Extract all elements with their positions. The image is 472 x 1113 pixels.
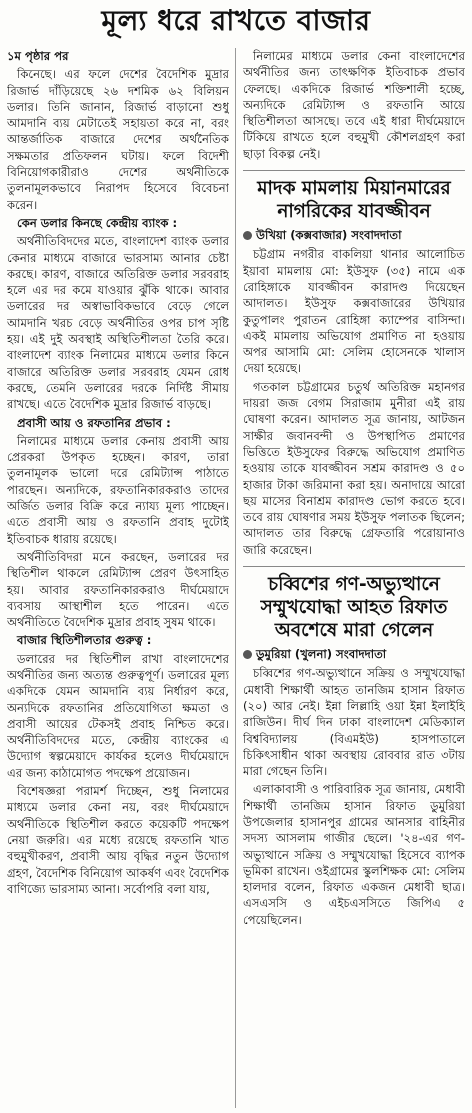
story-headline-line: চব্বিশের গণ-অভ্যুত্থানে: [268, 574, 440, 596]
page-headline: মূল্য ধরে রাখতে বাজার: [101, 3, 371, 37]
bullet-icon: [243, 650, 252, 659]
article-paragraph: নিলামের মাধ্যমে ডলার কেনায় প্রবাসী আয় প্রেরকরা উপকৃত হচ্ছেন। কারণ, তারা তুলনামূলক ভালো দরে রেমিট্যান্স পাঠাতে পারছেন। অন্যদিকে, রফতানিকারকরাও তাদের অর্জিত ডলার বিক্রি করে ন্যায্য মূল্য পাচ্ছেন। এতে প্রবাসী আয় ও রফতানি প্রবাহ দুটোই ইতিবাচক ধারায় রয়েছে।: [7, 433, 229, 546]
article-paragraph: ডলারের দর স্থিতিশীল রাখা বাংলাদেশের অর্থনীতির জন্য অত্যন্ত গুরুত্বপূর্ণ। ডলারের মূল্য একদিকে যেমন আমদানি ব্যয় নির্ধারণ করে, অন্যদিকে রফতানির প্রতিযোগিতা ক্ষমতা ও প্রবাসী আয়ের টেকসই প্রবাহ নিশ্চিত করে। অর্থনীতিবিদদের মতে, কেন্দ্রীয় ব্যাংকের এ উদ্যোগ স্বল্পমেয়াদে কার্যকর হলেও দীর্ঘমেয়াদে এর জন্য কাঠামোগত পদক্ষেপ প্রয়োজন।: [7, 651, 229, 780]
subheading-why-buy-dollar: কেন ডলার কিনছে কেন্দ্রীয় ব্যাংক :: [17, 215, 178, 230]
bullet-icon: [243, 231, 252, 240]
article-paragraph: অর্থনীতিবিদদের মতে, বাংলাদেশ ব্যাংক ডলার কেনার মাধ্যমে বাজারে ভারসাম্য আনার চেষ্টা করছে। কারণ, বাজারে অতিরিক্ত ডলার সরবরাহ হলে এর দর কমে যাওয়ার ঝুঁকি থাকে। আবার ডলারের দর অস্বাভাবিকভাবে বেড়ে গেলে আমদানি খরচ বেড়ে অর্থনীতির ওপর চাপ সৃষ্টি হয়। এই দুই অবস্থাই অস্থিতিশীলতা তৈরি করে। বাংলাদেশ ব্যাংক নিলামের মাধ্যমে ডলার কিনে বাজারে অতিরিক্ত ডলার সরবরাহ যেমন রোধ করছে, তেমনি ডলারের দরকে নির্দিষ্ট সীমায় রাখছে। এতে বৈদেশিক মুদ্রার রিজার্ভ বাড়ছে।: [7, 234, 229, 412]
right-column: [243, 48, 465, 1110]
continuation-marker: ১ম পৃষ্ঠার পর: [7, 49, 69, 63]
article-paragraph: কিনেছে। এর ফলে দেশের বৈদেশিক মুদ্রার রিজার্ভ দাঁড়িয়েছে ২৬ দশমিক ৬২ বিলিয়ন ডলার। তিনি জানান, রিজার্ভ বাড়ানো শুধু আমদানি ব্যয় মেটাতেই সহায়তা করে না, বরং আন্তর্জাতিক বাজারে দেশের অর্থনৈতিক সক্ষমতার প্রতিফলন ঘটায়। ফলে বিদেশী বিনিয়োগকারীরাও দেশের অর্থনীতিকে তুলনামূলকভাবে নিরাপদ হিসেবে বিবেচনা করেন।: [7, 67, 229, 212]
story-headline-line: অবশেষে মারা গেলেন: [274, 620, 434, 642]
article-paragraph: অর্থনীতিবিদরা মনে করছেন, ডলারের দর স্থিতিশীল থাকলে রেমিট্যান্স প্রেরণ উৎসাহিত হয়। আবার রফতানিকারকরাও দীর্ঘমেয়াদে ব্যবসায় আস্থাশীল হতে পারেন। এতে অর্থনীতিতে বৈদেশিক মুদ্রার প্রবাহ সুষম থাকে।: [7, 549, 229, 630]
dateline: [243, 227, 465, 243]
dateline-text: উখিয়া (কক্সবাজার) সংবাদদাতা: [256, 228, 402, 243]
dateline: [243, 646, 465, 662]
dateline-text: ডুমুরিয়া (খুলনা) সংবাদদাতা: [256, 647, 387, 662]
subheading-remittance-export: প্রবাসী আয় ও রফতানির প্রভাব :: [17, 415, 171, 430]
story-headline-line: নাগরিকের যাবজ্জীবন: [277, 201, 431, 223]
story-headline-line: সম্মুখযোদ্ধা আহত রিফাত: [260, 597, 448, 619]
story-headline: [243, 566, 465, 642]
article-paragraph: নিলামের মাধ্যমে ডলার কেনা বাংলাদেশের অর্থনীতির জন্য তাৎক্ষণিক ইতিবাচক প্রভাব ফেলছে। একদিকে রিজার্ভ শক্তিশালী হচ্ছে, অন্যদিকে রেমিট্যান্স ও রফতানি আয়ে স্থিতিশীলতা আসছে। তবে এই ধারা দীর্ঘমেয়াদে টিকিয়ে রাখতে হলে বহুমুখী কৌশলগ্রহণ করা ছাড়া বিকল্প নেই।: [243, 49, 465, 161]
column-divider: [235, 48, 236, 1108]
article-paragraph: এলাকাবাসী ও পারিবারিক সূত্র জানায়, মেধাবী শিক্ষার্থী তানজিম হাসান রিফাত ডুমুরিয়া উপজেলার হাসানপুর গ্রামের আনসার বাহিনীর সদস্য আসলাম গাজীর ছেলে। '২৪-এর গণ-অভ্যুত্থানে সক্রিয় ও সম্মুখযোদ্ধা হিসেবে ব্যাপক ভূমিকা রাখেন। ওইগ্রামের স্কুলশিক্ষক মো: সেলিম হালদার বলেন, রিফাত একজন মেধাবী ছাত্র। এসএসসি ও এইচএসসিতে জিপিএ ৫ পেয়েছিলেন।: [243, 782, 465, 927]
article-paragraph: চব্বিশের গণ-অভ্যুত্থানে সক্রিয় ও সম্মুখযোদ্ধা মেধাবী শিক্ষার্থী আহত তানজিম হাসান রিফাত (২০) আর নেই। ইন্না লিল্লাহি ওয়া ইন্না ইলাইহি রাজিউন। দীর্ঘ দিন ঢাকা বাংলাদেশ মেডিক্যাল বিশ্ববিদ্যালয় (বিএমইউ) হাসপাতালে চিকিৎসাধীন থাকা অবস্থায় রোববার রাত ৩টায় মারা গেছেন তিনি।: [243, 666, 465, 779]
article-paragraph: গতকাল চট্টগ্রামের চতুর্থ অতিরিক্ত মহানগর দায়রা জজ বেগম সিরাজাম মুনীরা এই রায় ঘোষণা করেন। আদালত সূত্র জানায়, আটজন সাক্ষীর জবানবন্দী ও উপস্থাপিত প্রমাণের ভিত্তিতে ইউসুফের বিরুদ্ধে অভিযোগ প্রমাণিত হওয়ায় তাকে যাবজ্জীবন সশ্রম কারাদণ্ড ও ৫০ হাজার টাকা জরিমানা করা হয়। অনাদায়ে আরো ছয় মাসের বিনাশ্রম কারাদণ্ড ভোগ করতে হবে। তবে রায় ঘোষণার সময় ইউসুফ পলাতক ছিলেন; আদালত তার বিরুদ্ধে গ্রেফতারি পরোয়ানাও জারি করেছেন।: [243, 379, 465, 557]
left-column: [7, 48, 229, 1110]
story-headline-line: মাদক মামলায় মিয়ানমারের: [257, 178, 451, 200]
story-headline: [243, 170, 465, 223]
article-paragraph: বিশেষজ্ঞরা পরামর্শ দিচ্ছেন, শুধু নিলামের মাধ্যমে ডলার কেনা নয়, বরং দীর্ঘমেয়াদে অর্থনীতিকে স্থিতিশীল করতে কয়েকটি পদক্ষেপ নেয়া জরুরি। এর মধ্যে রয়েছে রফতানি খাত বহুমুখীকরণ, প্রবাসী আয় বৃদ্ধির নতুন উদ্যোগ গ্রহণ, বৈদেশিক বিনিয়োগ আকর্ষণ এবং বৈদেশিক বাণিজ্যে ভারসাম্য আনা। সর্বোপরি বলা যায়,: [7, 784, 229, 896]
article-paragraph: চট্টগ্রাম নগরীর বাকলিয়া থানার আলোচিত ইয়াবা মামলায় মো: ইউসুফ (৩৫) নামে এক রোহিঙ্গাকে যাবজ্জীবন কারাদণ্ড দিয়েছেন আদালত। ইউসুফ কক্সবাজারের উখিয়ার কুতুপালং পুরাতন রোহিঙ্গা ক্যাম্পের বাসিন্দা। একই মামলায় অভিযোগ প্রমাণিত না হওয়ায় অপর আসামি মো: সেলিম হোসেনকে খালাস দেয়া হয়েছে।: [243, 247, 465, 376]
subheading-market-stability: বাজার স্থিতিশীলতার গুরুত্ব :: [17, 633, 152, 648]
